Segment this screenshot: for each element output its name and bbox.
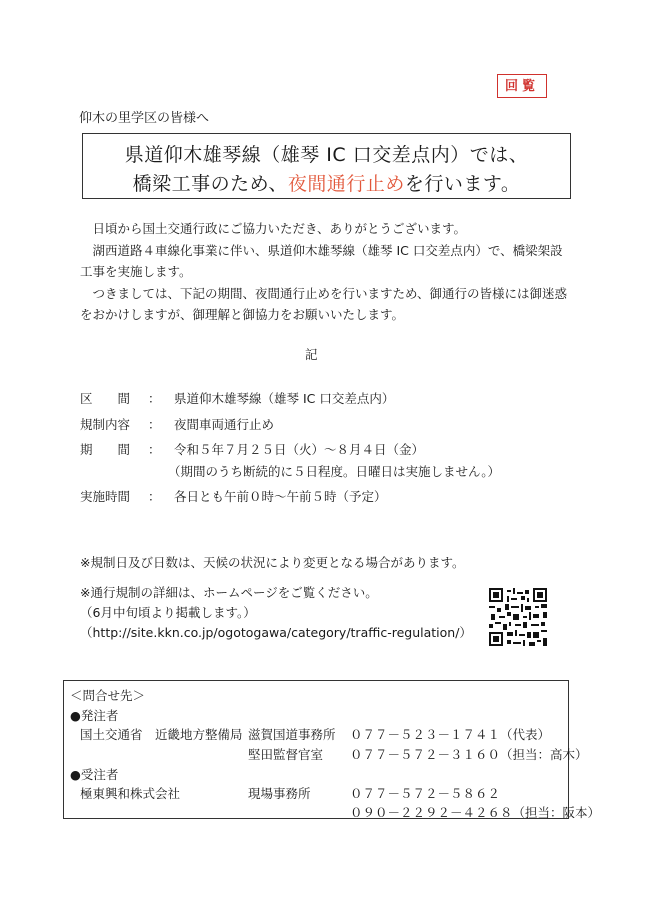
note-url-link[interactable]: （http://site.kkn.co.jp/ogotogawa/category/traffic-regulation/） xyxy=(80,625,472,640)
note-homepage: ※通行規制の詳細は、ホームページをご覧ください。 xyxy=(80,585,378,600)
phone-site: ０７７－５７２－５８６２ xyxy=(350,786,501,801)
detail-value-section: 県道仰木雄琴線（雄琴 IC 口交差点内） xyxy=(174,391,395,406)
circulation-stamp: 回覧 xyxy=(497,74,547,98)
phone-katata: ０７７－５７２－３１６０（担当：高木） xyxy=(350,747,588,762)
note-posting-date: （6月中旬頃より掲載します。） xyxy=(80,605,256,620)
detail-value-period-note: （期間のうち断続的に５日程度。日曜日は実施しません。） xyxy=(168,464,501,479)
qr-code-icon[interactable] xyxy=(489,588,547,646)
detail-colon: ： xyxy=(148,391,161,406)
headline-box xyxy=(82,133,571,199)
detail-label-period: 期 間 xyxy=(80,442,131,457)
contractor-organization: 極東興和株式会社 xyxy=(80,786,181,801)
contractor-title: ●受注者 xyxy=(70,767,119,782)
contact-heading: ＜問合せ先＞ xyxy=(70,688,146,703)
addressee: 仰木の里学区の皆様へ xyxy=(79,111,210,126)
ki-heading: 記 xyxy=(305,347,318,362)
headline-line2 xyxy=(83,169,570,196)
office-katata: 堅田監督官室 xyxy=(248,747,324,762)
headline-line2-suffix: を行います。 xyxy=(404,173,521,195)
detail-value-period: 令和５年７月２５日（火）～８月４日（金） xyxy=(174,442,425,457)
detail-value-time: 各日とも午前０時～午前５時（予定） xyxy=(174,489,387,504)
contact-box xyxy=(63,680,601,820)
headline-line2-prefix: 橋梁工事のため、 xyxy=(132,173,288,195)
detail-colon: ： xyxy=(148,442,161,457)
orderer-organization: 国土交通省 近畿地方整備局 xyxy=(80,727,243,742)
detail-colon: ： xyxy=(148,489,161,504)
detail-label-time: 実施時間 xyxy=(80,489,131,504)
detail-label-regulation: 規制内容 xyxy=(80,417,131,432)
detail-label-section: 区 間 xyxy=(80,391,131,406)
headline-line1: 県道仰木雄琴線（雄琴 IC 口交差点内）では、 xyxy=(124,144,529,166)
body-paragraph-2: 湖西道路４車線化事業に伴い、県道仰木雄琴線（雄琴 IC 口交差点内）で、橋梁架設工事を実施します。 xyxy=(80,243,563,279)
orderer-title: ●発注者 xyxy=(70,708,119,723)
detail-value-regulation: 夜間車両通行止め xyxy=(174,417,275,432)
office-shiga: 滋賀国道事務所 xyxy=(248,727,336,742)
detail-colon: ： xyxy=(148,417,161,432)
phone-mobile: ０９０－２２９２－４２６８（担当：阪本） xyxy=(350,805,601,820)
body-paragraph-1: 日頃から国土交通行政にご協力いただき、ありがとうございます。 xyxy=(80,221,467,236)
headline-highlight: 夜間通行止め xyxy=(287,173,405,195)
phone-shiga: ０７７－５２３－１７４１（代表） xyxy=(350,727,551,742)
note-weather: ※規制日及び日数は、天候の状況により変更となる場合があります。 xyxy=(80,555,465,570)
body-paragraph-3: つきましては、下記の期間、夜間通行止めを行いますため、御通行の皆様には御迷惑をおかけしますが、御理解と御協力をお願いいたします。 xyxy=(80,286,568,322)
office-site: 現場事務所 xyxy=(248,786,311,801)
